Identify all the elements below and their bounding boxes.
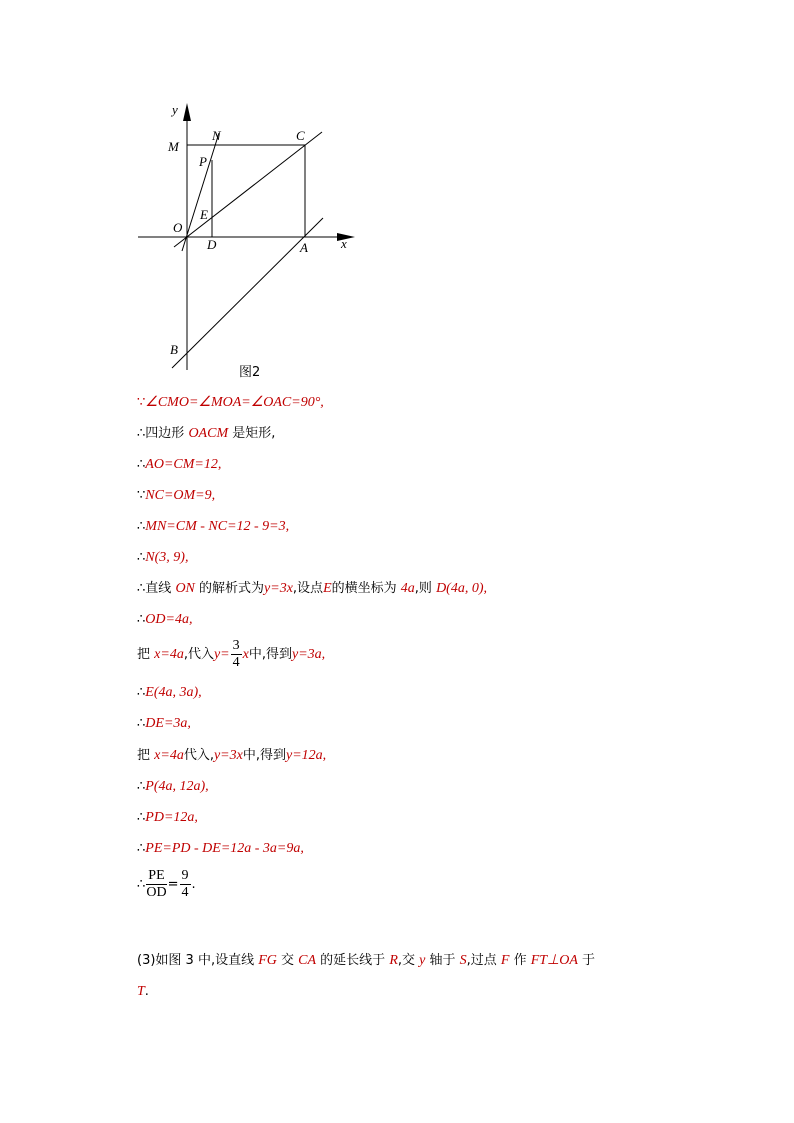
fraction [146,868,166,901]
fraction-denominator: OD [146,885,167,900]
para-variable: FG [258,953,277,968]
therefore-symbol: ∴ [137,519,146,534]
para-text: ,过点 [466,953,501,968]
step-expression: AO=CM=12, [145,457,222,472]
step-expression: DE=3a, [145,716,191,731]
step-variable: x=4a [154,748,184,763]
fraction-denominator: 4 [232,655,240,670]
step-expression: E(4a, 3a), [145,685,202,700]
therefore-symbol: ∴ [137,716,146,731]
step-line [137,684,202,702]
para-variable: F [500,953,510,968]
step-expression: PD=12a, [145,810,198,825]
para-text: 轴于 [425,953,460,968]
geometry-diagram [130,95,370,385]
figure-caption: 图2 [239,365,261,380]
fraction-denominator: 4 [181,885,189,900]
fraction [180,868,191,901]
therefore-symbol: ∴ [137,685,146,700]
label-C: C [296,128,305,143]
step-variable: x [242,647,249,662]
step-variable: OACM [188,426,229,441]
step-expression: N(3, 9), [145,550,189,565]
para-text: 作 [509,953,531,968]
step-line [137,638,325,671]
step-variable: y=3x [264,581,293,596]
step-line [137,394,324,412]
therefore-symbol: ∴ [137,426,146,441]
step-text: 的解析式为 [199,581,265,596]
para-text: 的延长线于 [316,953,390,968]
step-line [137,840,304,858]
step-text: 是矩形, [232,426,276,441]
step-expression: NC=OM=9, [145,488,216,503]
equals-sign: = [167,877,179,892]
step-variable: ON [175,581,195,596]
step-text: 把 [137,647,151,662]
label-N: N [212,128,221,143]
therefore-symbol: ∴ [137,810,146,825]
step-text: 代入, [183,748,214,763]
step-variable: y=3x [213,748,243,763]
step-text: ,则 [414,581,432,596]
because-symbol: ∵ [137,488,146,503]
step-text: ,代入 [183,647,214,662]
step-line [137,747,326,765]
step-text: 中,得到 [242,748,286,763]
fraction-numerator: 9 [181,868,189,883]
step-line [137,518,289,536]
therefore-symbol: ∴ [137,841,146,856]
label-M: M [168,139,179,154]
period: . [191,877,196,892]
line-ON [182,133,219,251]
para-text: 于 [577,953,596,968]
para-variable: S [459,953,467,968]
step-text: 四边形 [145,426,185,441]
step-line [137,425,275,443]
therefore-symbol: ∴ [137,550,146,565]
para-text: . [144,984,149,999]
step-line [137,809,198,827]
step-variable: y=12a, [285,748,327,763]
step-text: 的横坐标为 [331,581,397,596]
para-variable: T [137,984,145,999]
step-line [137,456,221,474]
label-A: A [300,240,308,255]
label-x: x [341,236,347,251]
step-expression: ∠CMO=∠MOA=∠OAC=90°, [145,395,324,410]
fraction-numerator: PE [148,868,165,883]
step-variable: 4a [400,581,415,596]
step-line [137,868,196,901]
step-line [137,611,192,629]
fraction [231,638,242,671]
label-y: y [172,102,178,117]
step-text: 中,得到 [248,647,292,662]
para-text: (3)如图 3 中,设直线 [137,953,259,968]
step-variable: y=3a, [292,647,326,662]
therefore-symbol: ∴ [137,457,146,472]
therefore-symbol: ∴ [137,581,146,596]
para-variable: R [389,953,398,968]
figure-2 [130,95,370,385]
y-axis-arrow [183,103,191,121]
step-line [137,715,191,733]
step-variable: E [323,581,332,596]
step-expression: P(4a, 12a), [145,779,209,794]
line-OC [174,132,322,247]
step-expression: OD=4a, [145,612,193,627]
step-text: 直线 [145,581,172,596]
step-variable: y= [213,647,230,662]
part-3-paragraph [137,945,677,1007]
para-text: 交 [276,953,299,968]
step-text: ,设点 [292,581,324,596]
because-symbol: ∵ [137,395,146,410]
step-variable: D(4a, 0), [436,581,487,596]
fraction-numerator: 3 [232,638,240,653]
label-B: B [170,342,178,357]
step-line [137,549,188,567]
therefore-symbol: ∴ [137,612,146,627]
step-line [137,580,487,598]
step-text: 把 [137,748,151,763]
step-variable: x=4a [154,647,184,662]
step-expression: PE=PD - DE=12a - 3a=9a, [145,841,304,856]
para-variable: CA [298,953,317,968]
para-text: ,交 [397,953,420,968]
para-variable: FT⊥OA [530,953,578,968]
para-variable: y [419,953,426,968]
therefore-symbol: ∴ [137,877,146,892]
therefore-symbol: ∴ [137,779,146,794]
label-O: O [173,220,183,235]
label-P: P [199,154,207,169]
label-D: D [207,237,217,252]
label-E: E [200,207,208,222]
step-line [137,487,215,505]
step-expression: MN=CM - NC=12 - 9=3, [145,519,290,534]
step-line [137,778,209,796]
